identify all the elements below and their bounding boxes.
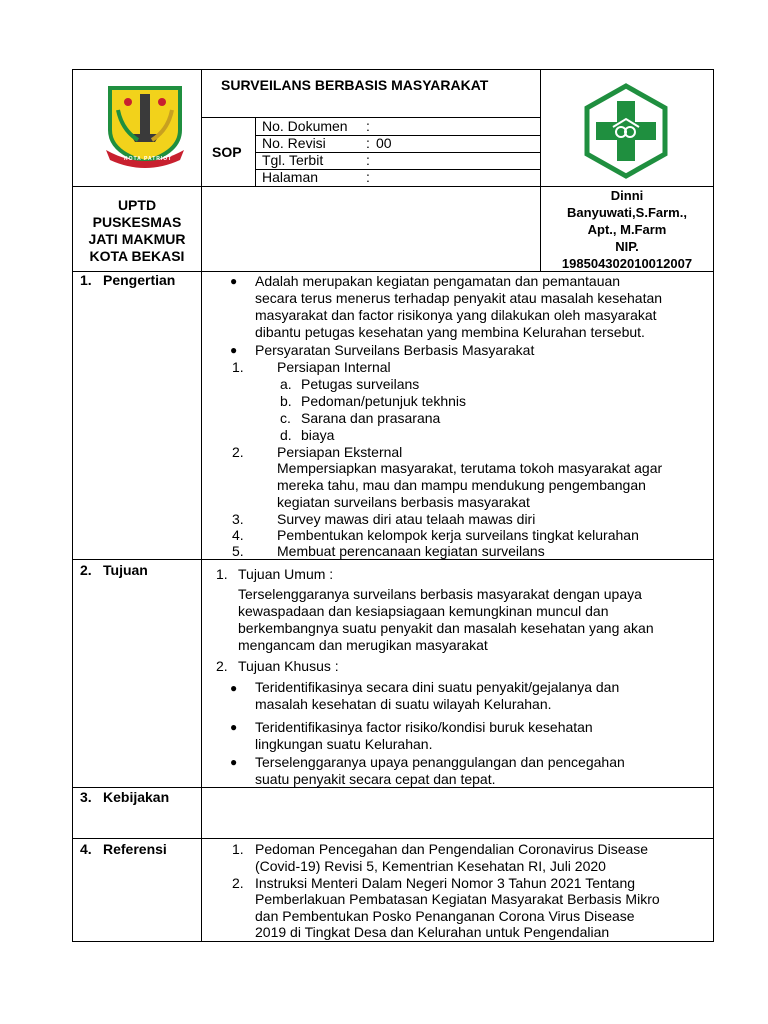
doc-field-label: Tgl. Terbit (262, 152, 324, 168)
text-line: masalah kesehatan di suatu wilayah Kelurahan. (255, 696, 552, 712)
list-item: biaya (301, 427, 335, 443)
list-number: 2. (216, 658, 228, 674)
table-border-bottom (72, 941, 714, 942)
doc-field-label: Halaman (262, 169, 319, 185)
list-letter: b. (280, 393, 292, 409)
list-number: 5. (232, 543, 244, 559)
doc-field-sep: : (366, 118, 370, 134)
list-letter: c. (280, 410, 291, 426)
list-number: 4. (232, 527, 244, 543)
pengertian-requirements-heading: Persyaratan Surveilans Berbasis Masyarakat (255, 342, 535, 358)
signer-line: 198504302010012007 (561, 256, 693, 271)
text-line: masyarakat dan factor risikonya yang dilakukan oleh masyarakat (255, 307, 657, 323)
text-line: Terselenggaranya surveilans berbasis masyarakat dengan upaya (238, 586, 642, 602)
text-line: secara terus menerus terhadap penyakit atau masalah kesehatan (255, 290, 663, 306)
text-line: kewaspadaan dan kesiapsiagaan kemungkinan muncul dan (238, 603, 609, 619)
doc-field-sep: : (366, 135, 370, 151)
list-number: 3. (232, 511, 244, 527)
text-line: mengancam dan merugikan masyarakat (238, 637, 488, 653)
text-line: Mempersiapkan masyarakat, terutama tokoh masyarakat agar (277, 460, 663, 476)
list-item: Pedoman/petunjuk tekhnis (301, 393, 466, 409)
bullet-icon: ● (230, 343, 238, 357)
section-number: 2. (80, 562, 92, 578)
puskesmas-logo (583, 83, 669, 179)
tujuan-umum-heading: Tujuan Umum : (238, 566, 334, 582)
org-line: PUSKESMAS (92, 214, 182, 230)
reference-line: dan Pembentukan Posko Penanganan Corona Virus Disease (255, 908, 635, 924)
column-divider-left (201, 69, 202, 942)
section-number: 4. (80, 841, 92, 857)
org-line: JATI MAKMUR (88, 231, 186, 247)
signer-line: Banyuwati,S.Farm., (567, 205, 687, 220)
pengertian-definition (255, 273, 705, 341)
list-number: 1. (232, 841, 244, 857)
reference-line: Pedoman Pencegahan dan Pengendalian Coronavirus Disease (255, 841, 649, 857)
list-item: Petugas surveilans (301, 376, 420, 392)
list-item: Persiapan Eksternal (277, 444, 403, 460)
list-item: Survey mawas diri atau telaah mawas diri (277, 511, 536, 527)
reference-line: (Covid-19) Revisi 5, Kementrian Kesehatan RI, Juli 2020 (255, 858, 606, 874)
doc-field-value: 00 (376, 135, 392, 151)
text-line: mereka tahu, mau dan mampu mendukung pengembangan (277, 477, 646, 493)
list-item: Membuat perencanaan kegiatan surveilans (277, 543, 545, 559)
text-line: Teridentifikasinya secara dini suatu penyakit/gejalanya dan (255, 679, 620, 695)
table-border-right (713, 69, 714, 942)
text-line: Teridentifikasinya factor risiko/kondisi buruk kesehatan (255, 719, 593, 735)
doc-field-label: No. Dokumen (262, 118, 348, 134)
crest-banner-text: KOTA PATRIOT (124, 156, 173, 162)
org-line: KOTA BEKASI (89, 248, 185, 264)
section-label: Pengertian (103, 272, 176, 288)
signer-block (541, 187, 713, 272)
bullet-icon: ● (230, 720, 238, 734)
list-item: Sarana dan prasarana (301, 410, 441, 426)
organization-name (73, 197, 201, 265)
bullet-icon: ● (230, 755, 238, 769)
list-number: 2. (232, 875, 244, 891)
section-number: 3. (80, 789, 92, 805)
list-number: 1. (216, 566, 228, 582)
bullet-icon: ● (230, 274, 238, 288)
tujuan-khusus-item (255, 754, 700, 788)
org-line: UPTD (117, 197, 157, 213)
doc-field-sep: : (366, 152, 370, 168)
signer-line: Dinni (610, 188, 644, 203)
tujuan-khusus-heading: Tujuan Khusus : (238, 658, 339, 674)
text-line: berkembangnya suatu penyakit dan masalah kesehatan yang akan (238, 620, 654, 636)
list-letter: a. (280, 376, 292, 392)
list-item: Pembentukan kelompok kerja surveilans tingkat kelurahan (277, 527, 639, 543)
signer-line: Apt., M.Farm (587, 222, 667, 237)
document-title: SURVEILANS BERBASIS MASYARAKAT (221, 77, 489, 93)
list-number: 2. (232, 444, 244, 460)
text-line: Terselenggaranya upaya penanggulangan dan pencegahan (255, 754, 625, 770)
sop-label: SOP (212, 144, 242, 160)
tujuan-khusus-item (255, 679, 700, 713)
text-line: lingkungan suatu Kelurahan. (255, 736, 433, 752)
reference-line: Instruksi Menteri Dalam Negeri Nomor 3 Tahun 2021 Tentang (255, 875, 636, 891)
list-item: Persiapan Internal (277, 359, 391, 375)
text-line: kegiatan surveilans berbasis masyarakat (277, 494, 530, 510)
tujuan-khusus-item (255, 719, 700, 753)
section-label: Referensi (103, 841, 167, 857)
table-border-top (72, 69, 714, 70)
section-label: Tujuan (103, 562, 148, 578)
signer-line: NIP. (615, 239, 639, 254)
reference-line: Pemberlakuan Pembatasan Kegiatan Masyarakat Berbasis Mikro (255, 891, 660, 907)
row-divider (72, 838, 714, 839)
bullet-icon: ● (230, 681, 238, 695)
text-line: dibantu petugas kesehatan yang membina Kelurahan tersebut. (255, 324, 645, 340)
text-line: Adalah merupakan kegiatan pengamatan dan pemantauan (255, 273, 621, 289)
list-number: 1. (232, 359, 244, 375)
list-letter: d. (280, 427, 292, 443)
title-row-divider (201, 117, 541, 118)
text-line: suatu penyakit secara cepat dan tepat. (255, 771, 496, 787)
doc-field-sep: : (366, 169, 370, 185)
reference-line: 2019 di Tingkat Desa dan Kelurahan untuk Pengendalian (255, 924, 610, 940)
section-number: 1. (80, 272, 92, 288)
tujuan-umum-text (238, 586, 700, 654)
section-label: Kebijakan (103, 789, 170, 805)
doc-field-label: No. Revisi (262, 135, 326, 151)
